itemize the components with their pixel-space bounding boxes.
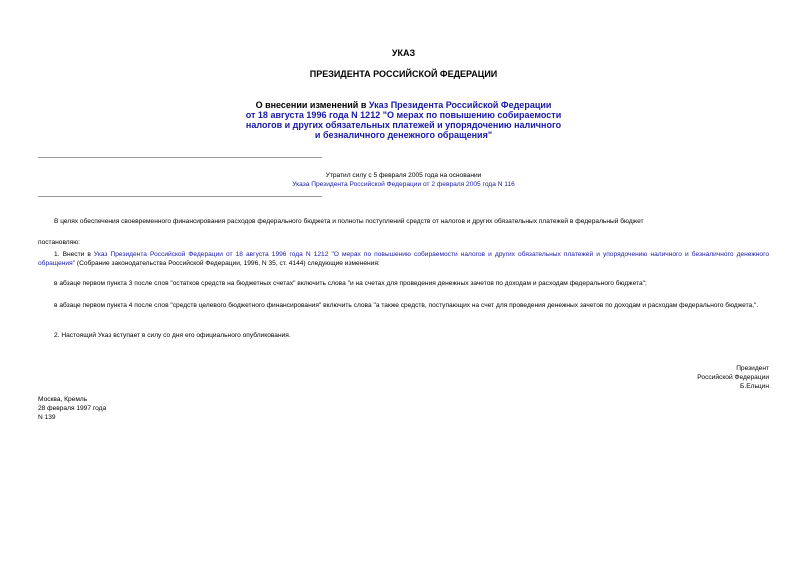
item-2-paragraph: 2. Настоящий Указ вступает в силу со дня его официального опубликования.: [54, 332, 291, 339]
preamble-paragraph: В целях обеспечения своевременного финансирования расходов федерального бюджета и полноты поступлений средств от налогов и других обязательных платежей в федеральный бюджет: [54, 218, 644, 225]
title-link-part-4[interactable]: и безналичного денежного обращения": [314, 130, 493, 140]
separator-line: [38, 157, 322, 158]
decree-number: N 139: [38, 414, 56, 421]
change-1-paragraph: в абзаце первом пункта 3 после слов "остатков средств на бюджетных счетах" включить слова "и на счетах для проведения денежных зачетов по доходам и расходам федерального бюджета";: [54, 280, 647, 287]
signature-block: [569, 364, 769, 391]
decree-title: [200, 100, 607, 140]
place-date-block: [38, 395, 238, 422]
item-1-suffix: (Собрание законодательства Российской Федерации, 1996, N 35, ст. 4144) следующие изменения:: [75, 260, 380, 267]
title-line-1: [200, 100, 607, 110]
signature-name: Б.Ельцин: [740, 383, 769, 390]
place: Москва, Кремль: [38, 396, 88, 403]
item-1-paragraph: [38, 250, 769, 268]
amended-decree-link[interactable]: Указ Президента Российской Федерации от 18 августа 1996 года N 1212 "О мерах по повышению собираемости налогов и других обязательных платежей и упорядочению наличного и безналичного денежного обращения": [38, 251, 769, 267]
decree-heading: УКАЗ: [391, 48, 416, 58]
title-link-part-2[interactable]: от 18 августа 1996 года N 1212 "О мерах по повышению собираемости: [245, 110, 562, 120]
decree-word: постановляю:: [38, 239, 81, 246]
title-link-part-1[interactable]: Указ Президента Российской Федерации: [368, 100, 552, 110]
title-prefix: О внесении изменений в: [255, 100, 369, 110]
decree-issuer: ПРЕЗИДЕНТА РОССИЙСКОЙ ФЕДЕРАЦИИ: [309, 69, 498, 79]
signature-title: Президент: [736, 365, 769, 372]
separator-line-2: [38, 196, 322, 197]
signature-org: Российской Федерации: [697, 374, 769, 381]
title-link-part-3[interactable]: налогов и других обязательных платежей и упорядочению наличного: [245, 120, 562, 130]
repeal-link[interactable]: Указа Президента Российской Федерации от 2 февраля 2005 года N 116: [292, 181, 515, 188]
date: 28 февраля 1997 года: [38, 405, 107, 412]
change-2-paragraph: в абзаце первом пункта 4 после слов "средств целевого бюджетного финансирования" включить слова "а также средств, поступающих на счет для проведения денежных зачетов по доходам и расходам федерального бюджета,".: [54, 302, 759, 309]
repeal-note: [200, 171, 607, 189]
item-1-prefix: 1. Внести в: [54, 251, 94, 258]
repeal-note-text: Утратил силу с 5 февраля 2005 года на основании: [325, 172, 482, 179]
